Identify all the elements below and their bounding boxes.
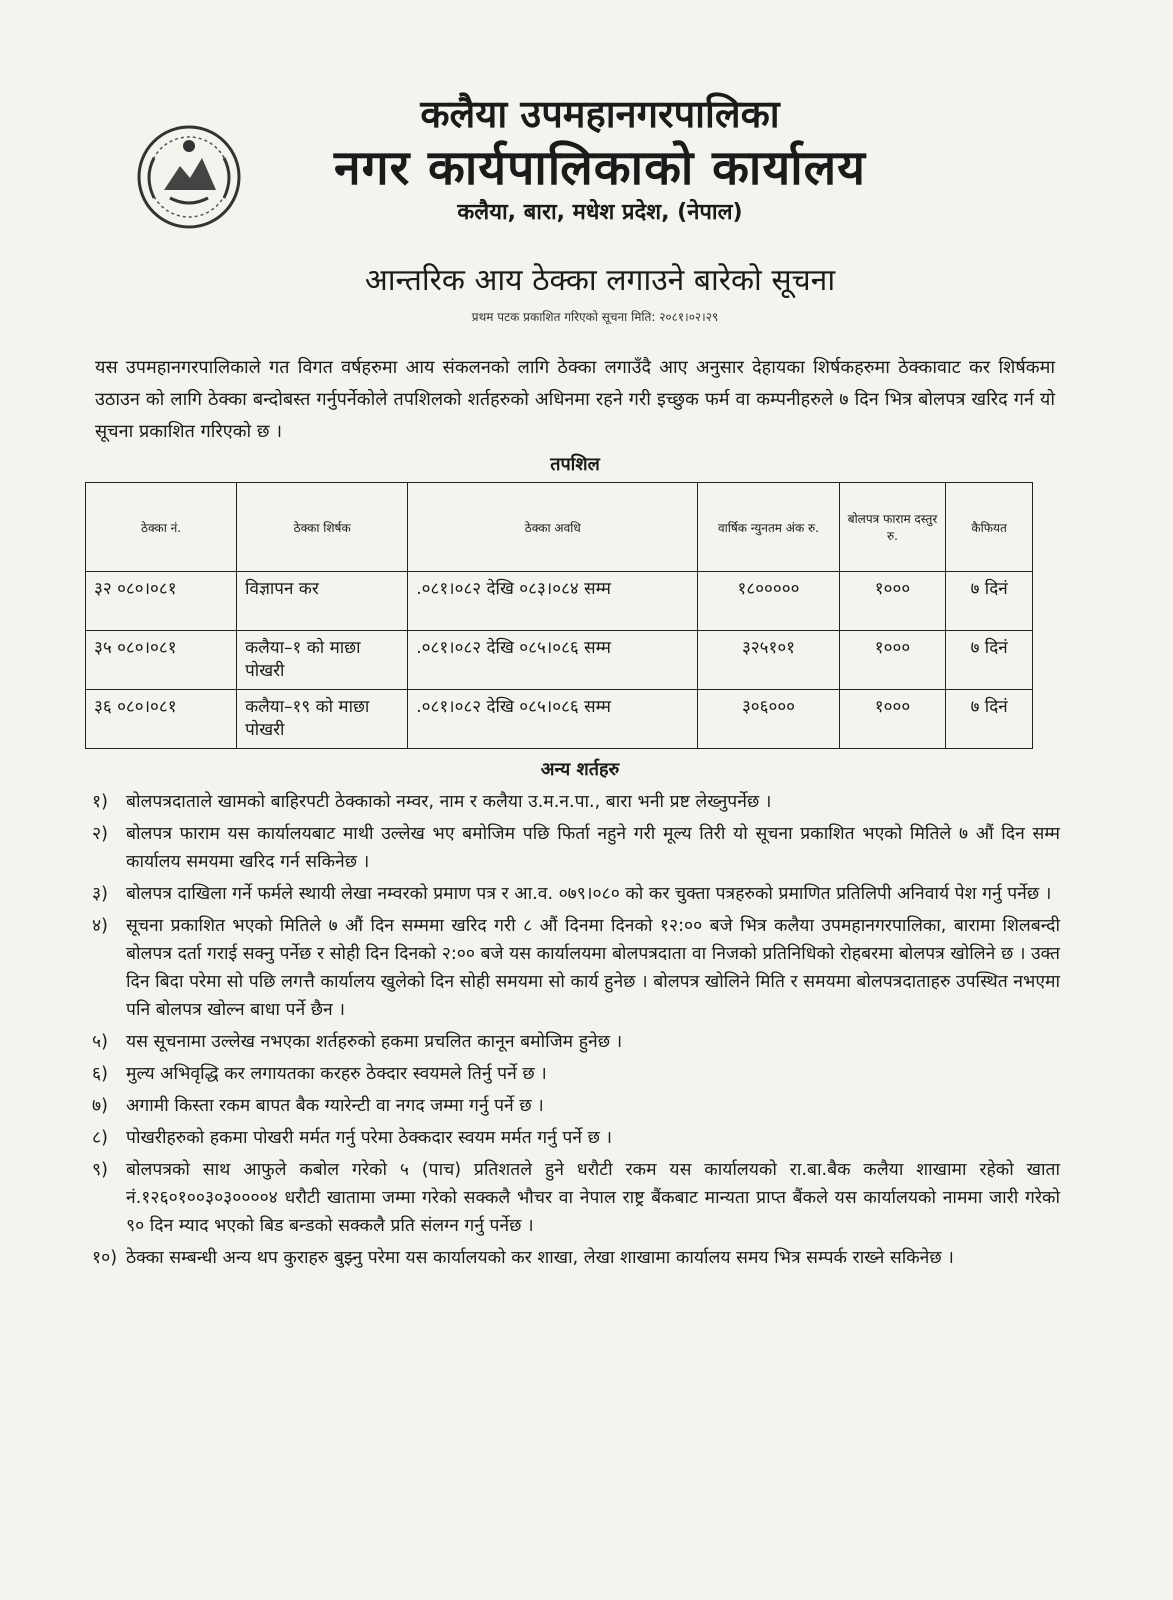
cell-title: कलैया–१ को माछा पोखरी bbox=[237, 631, 408, 690]
cell-title: कलैया–१९ को माछा पोखरी bbox=[237, 690, 408, 749]
cell-form-fee: १००० bbox=[839, 690, 946, 749]
term-number: ५) bbox=[92, 1032, 108, 1052]
cell-min-amount: १८००००० bbox=[698, 572, 839, 631]
cell-min-amount: ३०६००० bbox=[698, 690, 839, 749]
term-text: बोलपत्रको साथ आफुले कबोल गरेको ५ (पाच) प्रतिशतले हुने धरौटी रकम यस कार्यालयको रा.बा.बैक कलैया शाखामा रहेको खाता नं.१२६०१००३०३००००४ धरौटी खातामा जम्मा गरेको सक्कलै भौचर वा नेपाल राष्ट्र बैंकबाट मान्यता प्राप्त बैंकले यस कार्यालयको नाममा जारी गरेको ९० दिन म्याद भएको बिड बन्डको सक्कलै प्रति संलग्न गर्नु पर्नेछ । bbox=[126, 1160, 1060, 1236]
term-number: १) bbox=[92, 792, 108, 812]
table-row bbox=[86, 631, 1033, 690]
col-header-remarks: कैफियत bbox=[946, 483, 1033, 572]
term-text: बोलपत्र दाखिला गर्ने फर्मले स्थायी लेखा नम्वरको प्रमाण पत्र र आ.व. ०७९।०८० को कर चुक्ता पत्रहरुको प्रमाणित प्रतिलिपी अनिवार्य पेश गर्नु पर्नेछ । bbox=[126, 884, 1052, 904]
term-item bbox=[92, 1124, 1060, 1152]
table-row bbox=[86, 572, 1033, 631]
cell-contract-no: ३६ ०८०।०८१ bbox=[86, 690, 237, 749]
notice-title: आन्तरिक आय ठेक्का लगाउने बारेको सूचना bbox=[364, 263, 836, 298]
term-text: यस सूचनामा उल्लेख नभएका शर्तहरुको हकमा प्रचलित कानून बमोजिम हुनेछ । bbox=[126, 1032, 623, 1052]
office-name: कलैया उपमहानगरपालिका bbox=[420, 92, 780, 136]
term-item bbox=[92, 880, 1060, 908]
nepal-coat-of-arms-icon bbox=[130, 118, 248, 236]
term-text: ठेक्का सम्बन्धी अन्य थप कुराहरु बुझ्नु परेमा यस कार्यालयको कर शाखा, लेखा शाखामा कार्यालय समय भित्र सम्पर्क राख्ने सकिनेछ । bbox=[126, 1248, 954, 1268]
term-number: १०) bbox=[92, 1248, 118, 1268]
term-text: बोलपत्रदाताले खामको बाहिरपटी ठेक्काको नम्वर, नाम र कलैया उ.म.न.पा., बारा भनी प्रष्ट लेख्नुपर्नेछ । bbox=[126, 792, 772, 812]
term-item bbox=[92, 1156, 1060, 1240]
term-text: सूचना प्रकाशित भएको मितिले ७ औं दिन सम्ममा खरिद गरी ८ औं दिनमा दिनको १२:०० बजे भित्र कलैया उपमहानगरपालिका, बारामा शिलबन्दी बोलपत्र दर्ता गराई सक्नु पर्नेछ र सोही दिन दिनको २:०० बजे यस कार्यालयमा बोलपत्रदाता वा निजको प्रतिनिधिको रोहबरमा बोलपत्र खोलिने छ । उक्त दिन बिदा परेमा सो पछि लगत्तै कार्यालय खुलेको दिन सोही समयमा सो कार्य हुनेछ । बोलपत्र खोलिने मिति र समयमा बोलपत्रदाताहरु उपस्थित नभएमा पनि बोलपत्र खोल्न बाधा पर्ने छैन । bbox=[126, 916, 1060, 1020]
office-address: कलैया, बारा, मधेश प्रदेश, (नेपाल) bbox=[457, 200, 743, 225]
term-item bbox=[92, 1060, 1060, 1088]
term-text: पोखरीहरुको हकमा पोखरी मर्मत गर्नु परेमा ठेक्कदार स्वयम मर्मत गर्नु पर्ने छ । bbox=[126, 1128, 613, 1148]
notice-intro: यस उपमहानगरपालिकाले गत विगत वर्षहरुमा आय संकलनको लागि ठेक्का लगाउँदै आए अनुसार देहायका शिर्षकहरुमा ठेक्कावाट कर शिर्षकमा उठाउन को लागि ठेक्का बन्दोबस्त गर्नुपर्नेकोले तपशिलको शर्तहरुको अधिनमा रहने गरी इच्छुक फर्म वा कम्पनीहरुले ७ दिन भित्र बोलपत्र खरिद गर्न यो सूचना प्रकाशित गरिएको छ । bbox=[95, 357, 1055, 442]
table-row bbox=[86, 690, 1033, 749]
cell-title: विज्ञापन कर bbox=[237, 572, 408, 631]
office-main-title: नगर कार्यपालिकाको कार्यालय bbox=[333, 140, 867, 196]
cell-period: .०८१।०८२ देखि ०८३।०८४ सम्म bbox=[408, 572, 698, 631]
term-number: ९) bbox=[92, 1160, 108, 1180]
term-number: ७) bbox=[92, 1096, 108, 1116]
table-caption: तपशिल bbox=[550, 454, 600, 475]
col-header-form-fee: बोलपत्र फाराम दस्तुर रु. bbox=[839, 483, 946, 572]
col-header-contract-no: ठेक्का नं. bbox=[86, 483, 237, 572]
cell-remarks: ७ दिनं bbox=[946, 631, 1033, 690]
terms-title: अन्य शर्तहरु bbox=[540, 759, 620, 780]
term-number: ६) bbox=[92, 1064, 108, 1084]
term-item bbox=[92, 1244, 1060, 1272]
term-text: मुल्य अभिवृद्धि कर लगायतका करहरु ठेक्दार स्वयमले तिर्नु पर्ने छ । bbox=[126, 1064, 547, 1084]
table-header-row bbox=[86, 483, 1033, 572]
col-header-title: ठेक्का शिर्षक bbox=[237, 483, 408, 572]
notice-subtitle: प्रथम पटक प्रकाशित गरिएको सूचना मिति: २०८१।०२।२९ bbox=[471, 310, 719, 324]
cell-remarks: ७ दिनं bbox=[946, 572, 1033, 631]
contracts-table bbox=[85, 482, 1033, 749]
term-item bbox=[92, 1092, 1060, 1120]
terms-list bbox=[92, 788, 1060, 1276]
col-header-period: ठेक्का अवधि bbox=[408, 483, 698, 572]
term-item bbox=[92, 820, 1060, 876]
col-header-min-amount: वार्षिक न्युनतम अंक रु. bbox=[698, 483, 839, 572]
term-item bbox=[92, 1028, 1060, 1056]
term-text: अगामी किस्ता रकम बापत बैक ग्यारेन्टी वा नगद जम्मा गर्नु पर्ने छ । bbox=[126, 1096, 544, 1116]
term-item bbox=[92, 912, 1060, 1024]
term-number: ३) bbox=[92, 884, 108, 904]
cell-form-fee: १००० bbox=[839, 631, 946, 690]
cell-contract-no: ३५ ०८०।०८१ bbox=[86, 631, 237, 690]
term-item bbox=[92, 788, 1060, 816]
cell-form-fee: १००० bbox=[839, 572, 946, 631]
term-number: ४) bbox=[92, 916, 108, 936]
term-number: २) bbox=[92, 824, 108, 844]
cell-contract-no: ३२ ०८०।०८१ bbox=[86, 572, 237, 631]
cell-period: .०८१।०८२ देखि ०८५।०८६ सम्म bbox=[408, 631, 698, 690]
cell-period: .०८१।०८२ देखि ०८५।०८६ सम्म bbox=[408, 690, 698, 749]
term-number: ८) bbox=[92, 1128, 108, 1148]
term-text: बोलपत्र फाराम यस कार्यालयबाट माथी उल्लेख भए बमोजिम पछि फिर्ता नहुने गरी मूल्य तिरी यो सूचना प्रकाशित भएको मितिले ७ औं दिन सम्म कार्यालय समयमा खरिद गर्न सकिनेछ । bbox=[126, 824, 1060, 872]
cell-remarks: ७ दिनं bbox=[946, 690, 1033, 749]
cell-min-amount: ३२५१०१ bbox=[698, 631, 839, 690]
